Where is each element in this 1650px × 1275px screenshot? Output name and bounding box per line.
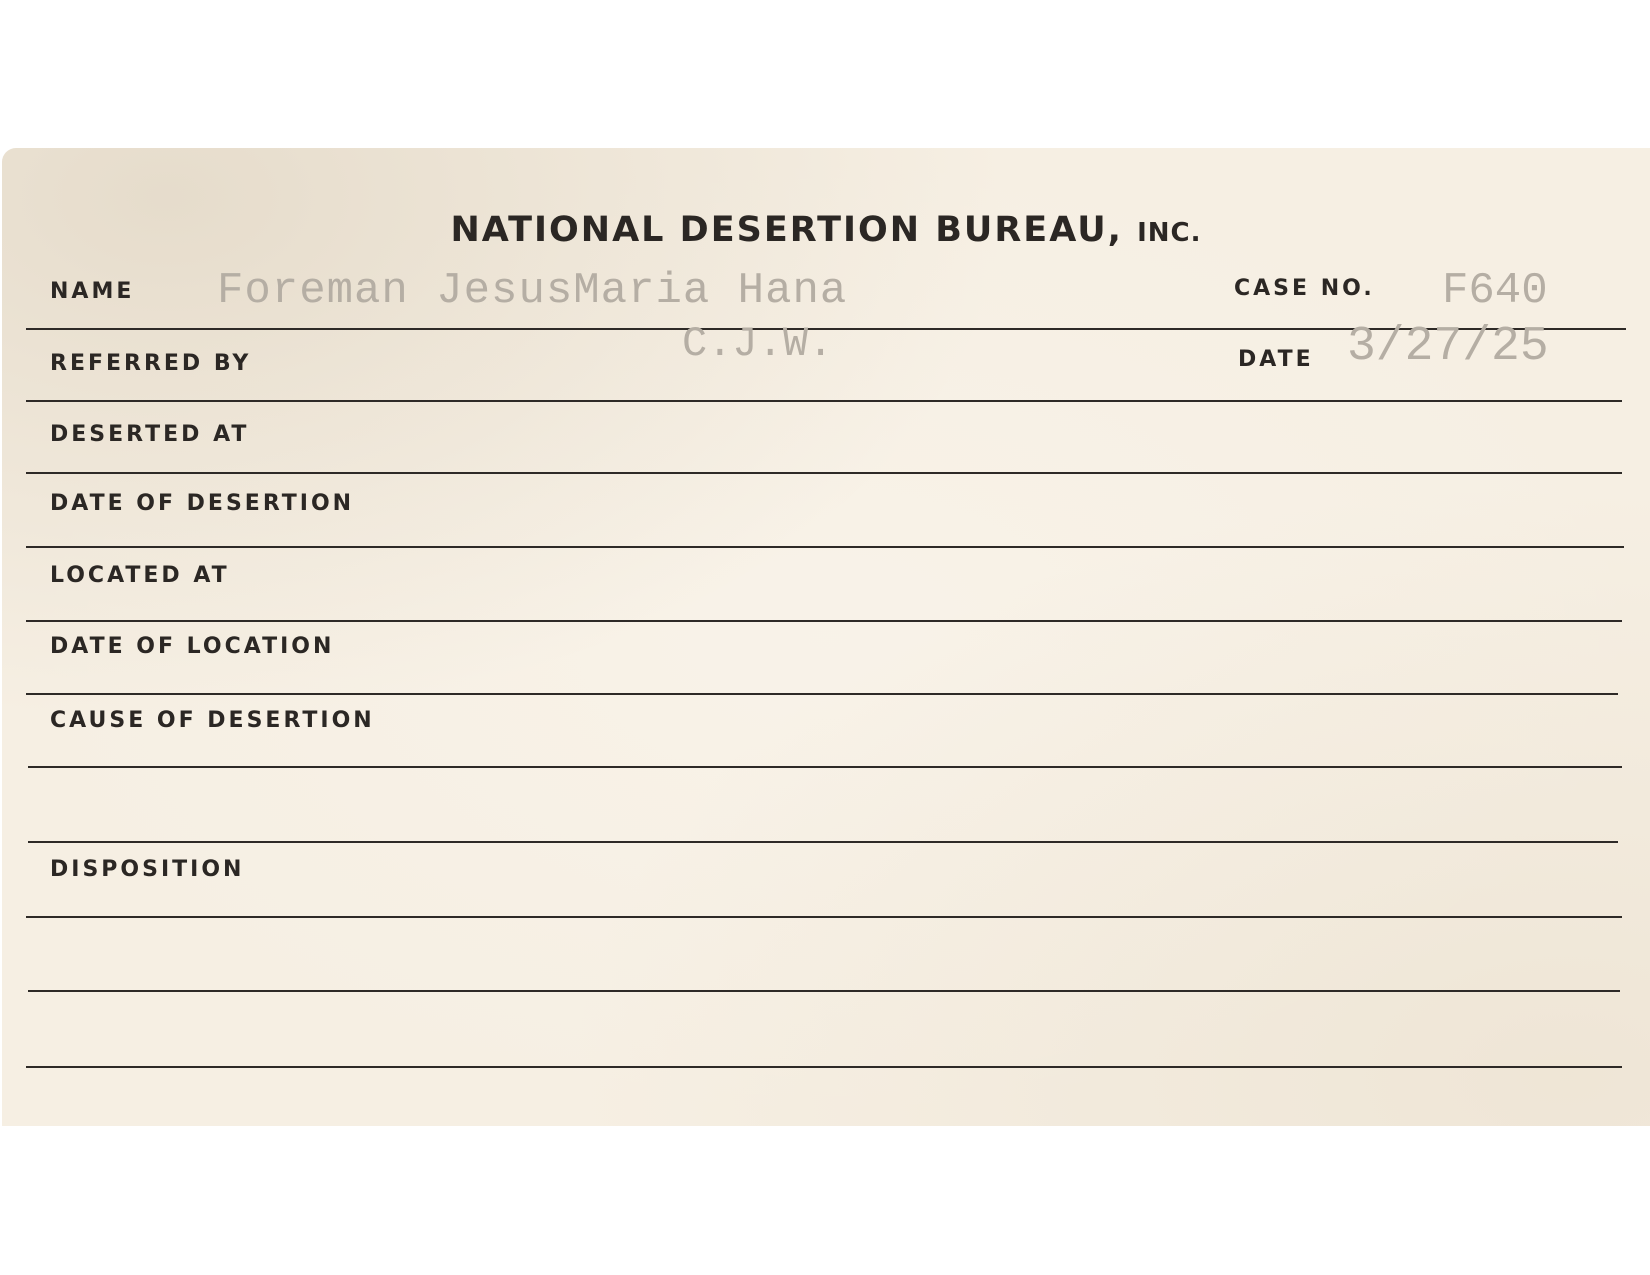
located-at-label: LOCATED AT [50,563,230,588]
cause-of-desertion-label: CAUSE OF DESERTION [50,708,375,733]
referred-by-value: C.J.W. [682,320,834,368]
desertion-card [2,148,1650,1126]
date-label: DATE [1238,347,1314,372]
referred-by-line [26,400,1622,402]
case-no-label: CASE NO. [1234,276,1375,301]
date-of-location-line [26,693,1618,695]
date-of-desertion-label: DATE OF DESERTION [50,491,355,516]
cause-of-desertion-line-2 [28,841,1618,843]
name-label: NAME [50,279,135,304]
case-no-value: F640 [1442,266,1548,316]
referred-by-label: REFERRED BY [50,351,252,376]
card-title-suffix: INC. [1137,218,1202,248]
name-value: Foreman JesusMaria Hana [217,266,848,316]
card-title-main: NATIONAL DESERTION BUREAU, [450,210,1123,250]
card-title [2,210,1650,250]
date-value: 3/27/25 [1347,320,1549,374]
cause-of-desertion-line [28,766,1622,768]
deserted-at-label: DESERTED AT [50,422,250,447]
disposition-label: DISPOSITION [50,857,245,882]
deserted-at-line [26,472,1622,474]
date-of-location-label: DATE OF LOCATION [50,634,335,659]
date-of-desertion-line [26,546,1624,548]
disposition-line-2 [28,990,1620,992]
disposition-line [26,916,1622,918]
located-at-line [26,620,1622,622]
disposition-line-3 [26,1066,1622,1068]
